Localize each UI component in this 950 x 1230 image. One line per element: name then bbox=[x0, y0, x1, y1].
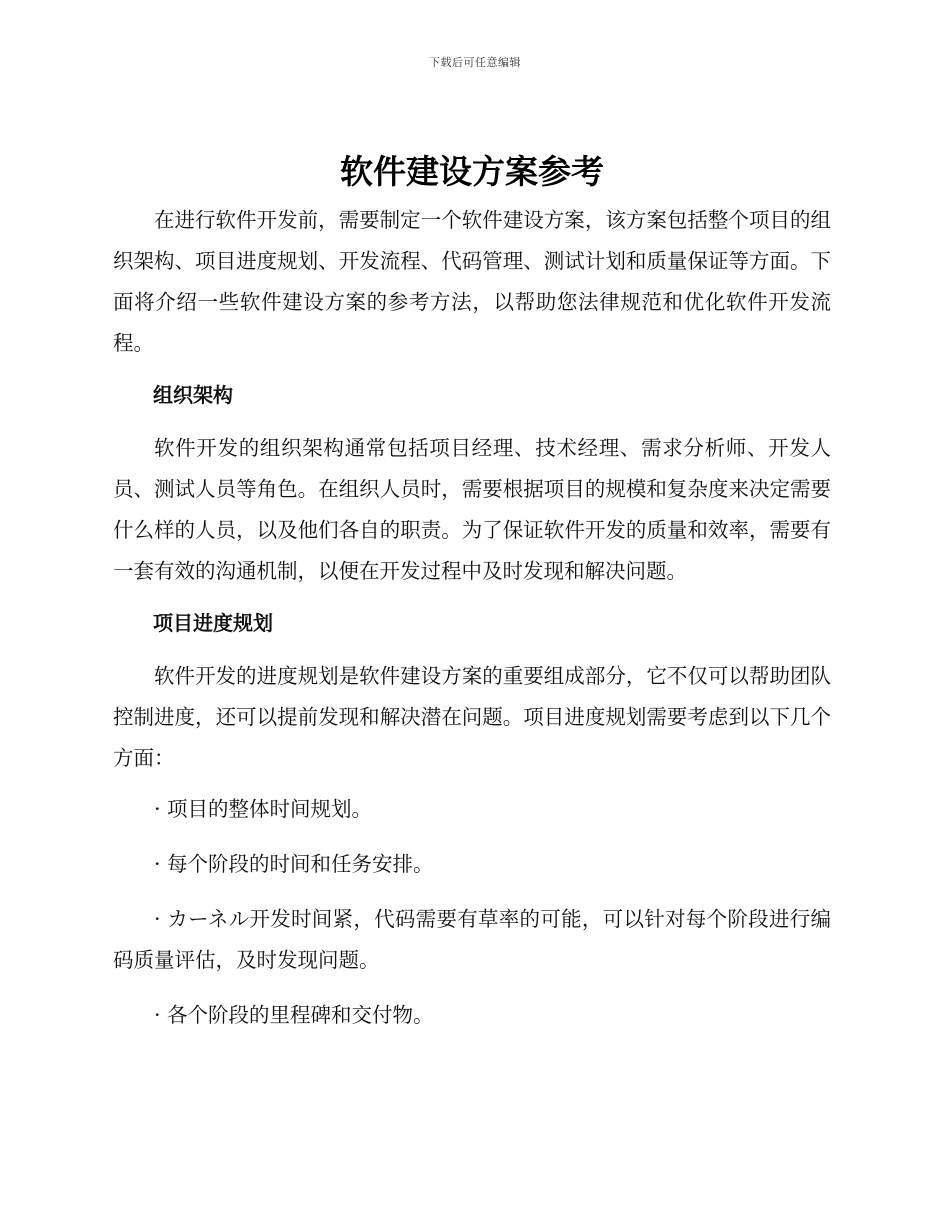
section-heading-schedule: 项目进度规划 bbox=[153, 611, 273, 635]
organization-paragraph: 软件开发的组织架构通常包括项目经理、技术经理、需求分析师、开发人员、测试人员等角色。在组织人员时，需要根据项目的规模和复杂度来决定需要什么样的人员，以及他们各自的职责。为了保证软件开发的质量和效率，需要有一套有效的沟通机制，以便在开发过程中及时发现和解决问题。 bbox=[113, 436, 831, 583]
bullet-item: · 每个阶段的时间和任务安排。 bbox=[154, 852, 434, 876]
document-body bbox=[113, 150, 831, 1036]
intro-paragraph: 在进行软件开发前，需要制定一个软件建设方案，该方案包括整个项目的组织架构、项目进度规划、开发流程、代码管理、测试计划和质量保证等方面。下面将介绍一些软件建设方案的参考方法，以帮助您法律规范和优化软件开发流程。 bbox=[113, 208, 831, 355]
header-note: 下载后可任意编辑 bbox=[429, 56, 521, 69]
bullet-item: · 各个阶段的里程碑和交付物。 bbox=[154, 1003, 434, 1027]
document-title: 软件建设方案参考 bbox=[340, 152, 604, 191]
section-heading-organization: 组织架构 bbox=[153, 383, 233, 407]
schedule-paragraph: 软件开发的进度规划是软件建设方案的重要组成部分，它不仅可以帮助团队控制进度，还可以提前发现和解决潜在问题。项目进度规划需要考虑到以下几个方面： bbox=[113, 664, 831, 770]
bullet-item: · カーネル开发时间紧，代码需要有草率的可能，可以针对每个阶段进行编码质量评估，及时发现问题。 bbox=[113, 907, 831, 972]
schedule-bullet-list bbox=[113, 789, 831, 1036]
bullet-item: · 项目的整体时间规划。 bbox=[154, 797, 373, 821]
